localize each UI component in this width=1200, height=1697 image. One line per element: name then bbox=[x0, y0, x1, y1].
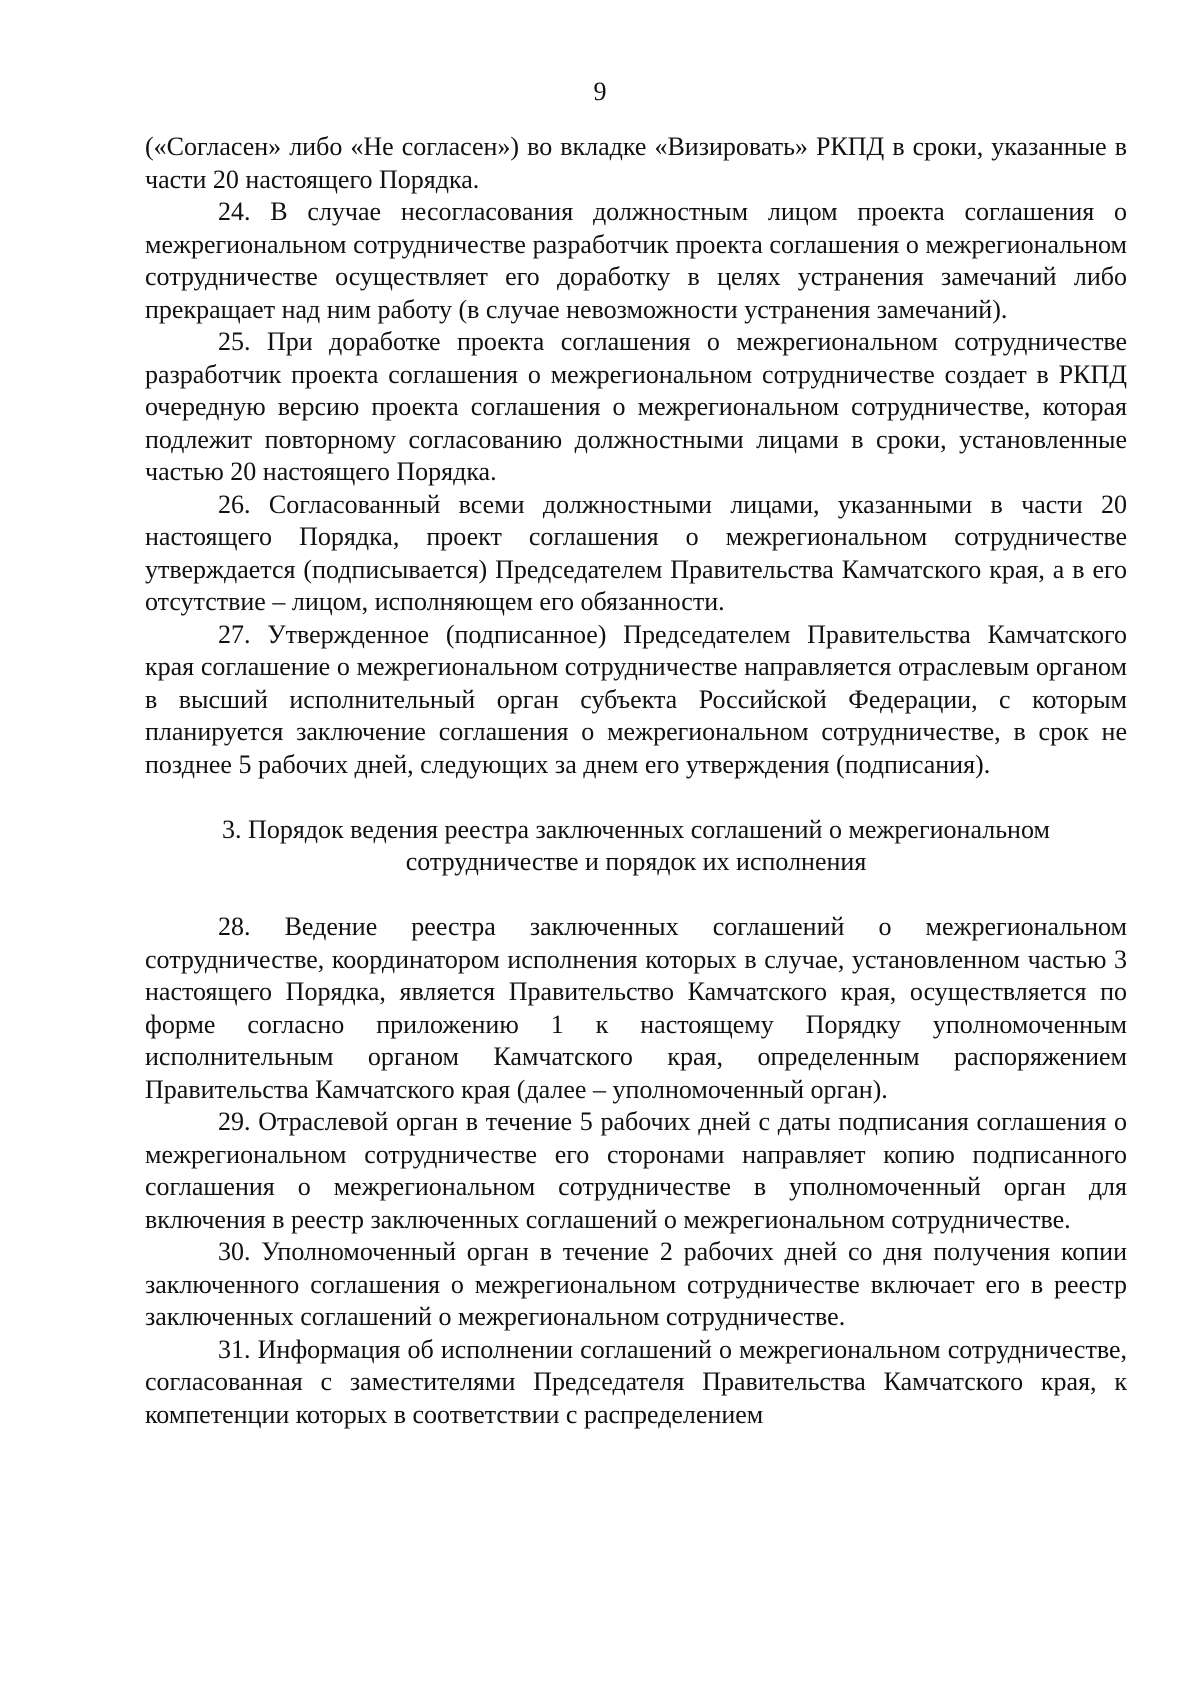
paragraph-26: 26. Согласованный всеми должностными лицами, указанными в части 20 настоящего Порядка, проект соглашения о межрегиональном сотрудничестве утверждается (подписывается) Председателем Правительства Камчатского края, а в его отсутствие – лицом, исполняющем его обязанности. bbox=[145, 489, 1127, 616]
section-heading-line-2: сотрудничестве и порядок их исполнения bbox=[405, 847, 867, 876]
paragraph-24: 24. В случае несогласования должностным лицом проекта соглашения о межрегиональном сотрудничестве разработчик проекта соглашения о межрегиональном сотрудничестве осуществляет его доработку в целях устранения замечаний либо прекращает над ним работу (в случае невозможности устранения замечаний). bbox=[145, 197, 1127, 324]
paragraph-25: 25. При доработке проекта соглашения о межрегиональном сотрудничестве разработчик проекта соглашения о межрегиональном сотрудничестве создает в РКПД очередную версию проекта соглашения о межрегиональном сотрудничестве, которая подлежит повторному согласованию должностными лицами в сроки, установленные частью 20 настоящего Порядка. bbox=[145, 327, 1127, 486]
page-number: 9 bbox=[593, 77, 607, 106]
paragraph-continuation: («Согласен» либо «Не согласен») во вкладке «Визировать» РКПД в сроки, указанные в части 20 настоящего Порядка. bbox=[145, 132, 1127, 194]
paragraph-29: 29. Отраслевой орган в течение 5 рабочих дней с даты подписания соглашения о межрегиональном сотрудничестве его сторонами направляет копию подписанного соглашения о межрегиональном сотрудничестве в уполномоченный орган для включения в реестр заключенных соглашений о межрегиональном сотрудничестве. bbox=[145, 1107, 1127, 1234]
section-heading-line-1: 3. Порядок ведения реестра заключенных соглашений о межрегиональном bbox=[222, 814, 1050, 844]
paragraph-27: 27. Утвержденное (подписанное) Председателем Правительства Камчатского края соглашение о межрегиональном сотрудничестве направляется отраслевым органом в высший исполнительный орган субъекта Российской Федерации, с которым планируется заключение соглашения о межрегиональном сотрудничестве, в срок не позднее 5 рабочих дней, следующих за днем его утверждения (подписания). bbox=[145, 619, 1127, 779]
paragraph-31: 31. Информация об исполнении соглашений о межрегиональном сотрудничестве, согласованная с заместителями Председателя Правительства Камчатского края, к компетенции которых в соответствии с распределением bbox=[145, 1334, 1127, 1429]
paragraph-28: 28. Ведение реестра заключенных соглашений о межрегиональном сотрудничестве, координатором исполнения которых в случае, установленном частью 3 настоящего Порядка, является Правительство Камчатского края, осуществляется по форме согласно приложению 1 к настоящему Порядку уполномоченным исполнительным органом Камчатского края, определенным распоряжением Правительства Камчатского края (далее – уполномоченный орган). bbox=[145, 912, 1127, 1104]
paragraph-30: 30. Уполномоченный орган в течение 2 рабочих дней со дня получения копии заключенного соглашения о межрегиональном сотрудничестве включает его в реестр заключенных соглашений о межрегиональном сотрудничестве. bbox=[145, 1237, 1127, 1331]
section-heading bbox=[145, 814, 1127, 879]
document-body bbox=[145, 131, 1127, 1431]
